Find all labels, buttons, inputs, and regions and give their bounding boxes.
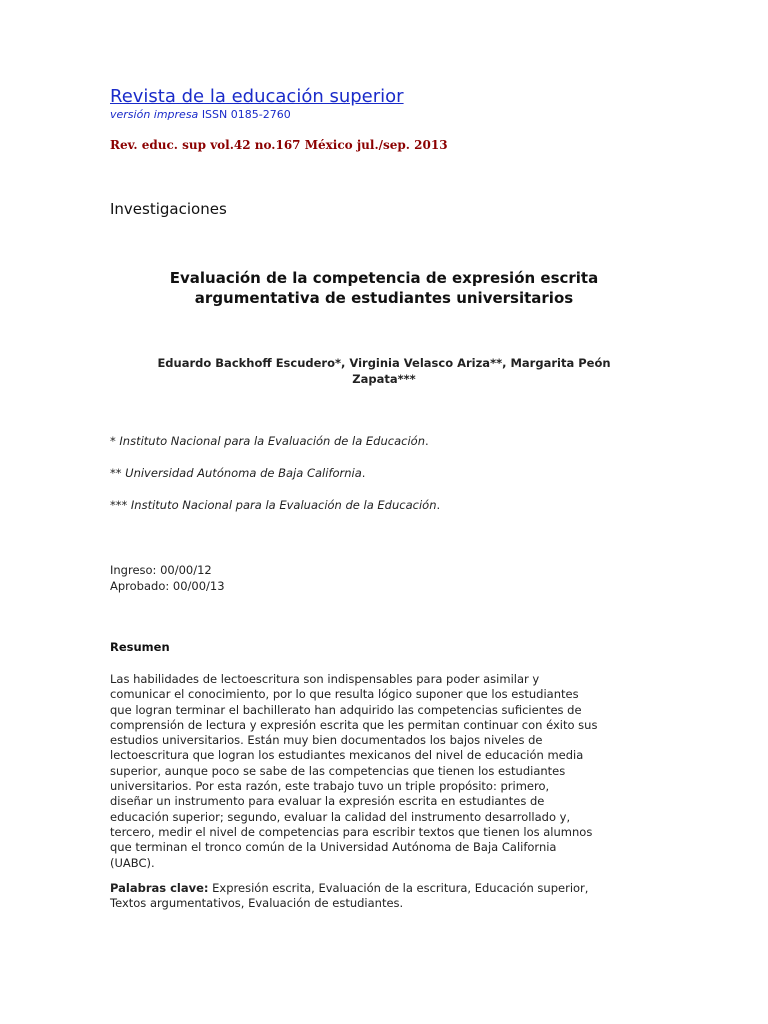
issn: ISSN 0185-2760: [201, 108, 291, 121]
abstract-line: comprensión de lectura y expresión escrita que les permitan continuar con éxito sus: [110, 717, 598, 732]
abstract-line: Las habilidades de lectoescritura son indispensables para poder asimilar y: [110, 672, 540, 686]
authors-line: Zapata***: [352, 372, 416, 386]
affiliation-name: Instituto Nacional para la Evaluación de la Educación: [119, 434, 425, 448]
affiliation-name: Instituto Nacional para la Evaluación de la Educación: [130, 498, 437, 512]
dates: [110, 562, 225, 594]
abstract-line: estudios universitarios. Están muy bien documentados los bajos niveles de: [110, 733, 543, 748]
affiliation-marker: ***: [110, 498, 128, 512]
affiliation-marker: **: [110, 466, 122, 480]
abstract-line: tercero, medir el nivel de competencias para escribir textos que tienen los alumnos: [110, 824, 593, 839]
affiliation-name: Universidad Autónoma de Baja California: [125, 466, 362, 480]
abstract-line: diseñar un instrumento para evaluar la expresión escrita en estudiantes de: [110, 794, 545, 809]
version-label: versión impresa: [110, 108, 199, 121]
abstract-line: comunicar el conocimiento, por lo que resulta lógico suponer que los estudiantes: [110, 687, 579, 702]
abstract-heading: Resumen: [110, 640, 170, 654]
affiliation-1: * Instituto Nacional para la Evaluación de la Educación.: [110, 434, 429, 448]
section-label: Investigaciones: [110, 200, 227, 218]
keywords-label: Palabras clave:: [110, 881, 209, 895]
abstract-line: (UABC).: [110, 855, 155, 870]
article-title-line: Evaluación de la competencia de expresión escrita: [169, 269, 599, 287]
keywords-line: Textos argumentativos, Evaluación de estudiantes.: [110, 896, 404, 911]
received-date: Ingreso: 00/00/12: [110, 563, 212, 577]
abstract-line: que logran terminar el bachillerato han adquirido las competencias suficientes de: [110, 702, 582, 717]
authors: [110, 355, 658, 387]
abstract-line: superior, aunque poco se sabe de las competencias que tienen los estudiantes: [110, 763, 566, 778]
abstract-body: [110, 672, 658, 871]
article-title: [110, 268, 658, 308]
article-title-line: argumentativa de estudiantes universitarios: [194, 289, 574, 307]
keywords-line: [110, 881, 658, 896]
abstract-line: que terminan el tronco común de la Universidad Autónoma de Baja California: [110, 840, 557, 855]
affiliation-2: ** Universidad Autónoma de Baja California.: [110, 466, 366, 480]
citation: Rev. educ. sup vol.42 no.167 México jul./sep. 2013: [110, 138, 448, 152]
abstract-line: universitarios. Por esta razón, este trabajo tuvo un triple propósito: primero,: [110, 779, 550, 794]
affiliation-marker: *: [110, 434, 116, 448]
authors-line: Eduardo Backhoff Escudero*, Virginia Velasco Ariza**, Margarita Peón: [157, 356, 611, 370]
approved-date: Aprobado: 00/00/13: [110, 579, 225, 593]
affiliation-3: *** Instituto Nacional para la Evaluación de la Educación.: [110, 498, 441, 512]
keywords: [110, 881, 658, 912]
keywords-text: Expresión escrita, Evaluación de la escritura, Educación superior,: [208, 881, 589, 895]
abstract-line: lectoescritura que logran los estudiantes mexicanos del nivel de educación media: [110, 748, 584, 763]
abstract-line: educación superior; segundo, evaluar la calidad del instrumento desarrollado y,: [110, 809, 571, 824]
version-line: [110, 108, 291, 121]
journal-title-link[interactable]: Revista de la educación superior: [110, 86, 404, 107]
